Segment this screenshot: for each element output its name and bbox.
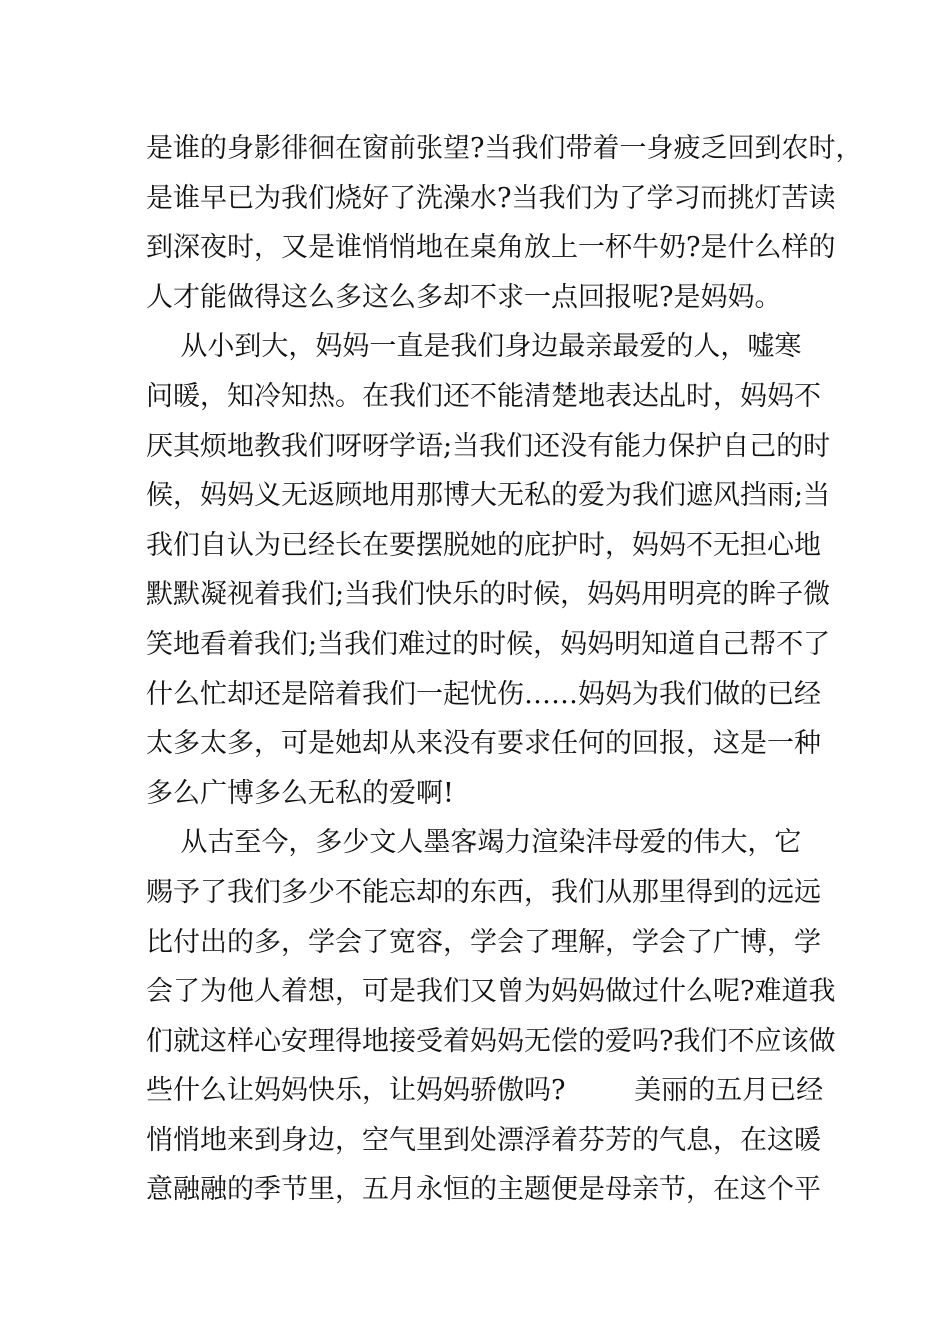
body-text — [146, 124, 863, 1215]
text-line: 人才能做得这么多这么多却不求一点回报呢?是妈妈。 — [146, 281, 782, 313]
text-line: 厌其烦地教我们呀呀学语;当我们还没有能力保护自己的时 — [146, 430, 831, 462]
text-line: 些什么让妈妈快乐，让妈妈骄傲吗? 美丽的五月已经 — [146, 1075, 824, 1107]
text-line: 从小到大，妈妈一直是我们身边最亲最爱的人，嘘寒 — [146, 331, 802, 363]
text-line: 候，妈妈义无返顾地用那博大无私的爱为我们遮风挡雨;当 — [146, 480, 831, 512]
text-line: 什么忙却还是陪着我们一起忧伤……妈妈为我们做的已经 — [146, 678, 821, 710]
text-line: 赐予了我们多少不能忘却的东西，我们从那里得到的远远 — [146, 876, 821, 908]
text-line: 多么广博多么无私的爱啊! — [146, 777, 454, 809]
text-line: 太多太多，可是她却从来没有要求任何的回报，这是一种 — [146, 728, 821, 760]
text-line: 是谁早已为我们烧好了洗澡水?当我们为了学习而挑灯苦读 — [146, 182, 836, 214]
text-line: 从古至今，多少文人墨客竭力渲染沣母爱的伟大，它 — [146, 827, 802, 859]
text-line: 们就这样心安理得地接受着妈妈无偿的爱吗?我们不应该做 — [146, 1025, 836, 1057]
text-line: 会了为他人着想，可是我们又曾为妈妈做过什么呢?难道我 — [146, 976, 836, 1008]
text-line: 笑地看着我们;当我们难过的时候，妈妈明知道自己帮不了 — [146, 628, 831, 660]
text-line: 是谁的身影徘徊在窗前张望?当我们带着一身疲乏回到农时， — [146, 133, 863, 164]
text-line: 我们自认为已经长在要摆脱她的庇护时，妈妈不无担心地 — [146, 529, 821, 561]
text-line: 意融融的季节里，五月永恒的主题便是母亲节，在这个平 — [146, 1174, 821, 1206]
text-line: 悄悄地来到身边，空气里到处漂浮着芬芳的气息，在这暖 — [146, 1124, 821, 1156]
text-line: 问暖，知冷知热。在我们还不能清楚地表达乩时，妈妈不 — [146, 380, 821, 412]
text-line: 默默凝视着我们;当我们快乐的时候，妈妈用明亮的眸子微 — [146, 579, 831, 611]
text-line: 比付出的多，学会了宽容，学会了理解，学会了广博，学 — [146, 926, 821, 958]
text-line: 到深夜时，又是谁悄悄地在桌角放上一杯牛奶?是什么样的 — [146, 232, 836, 264]
